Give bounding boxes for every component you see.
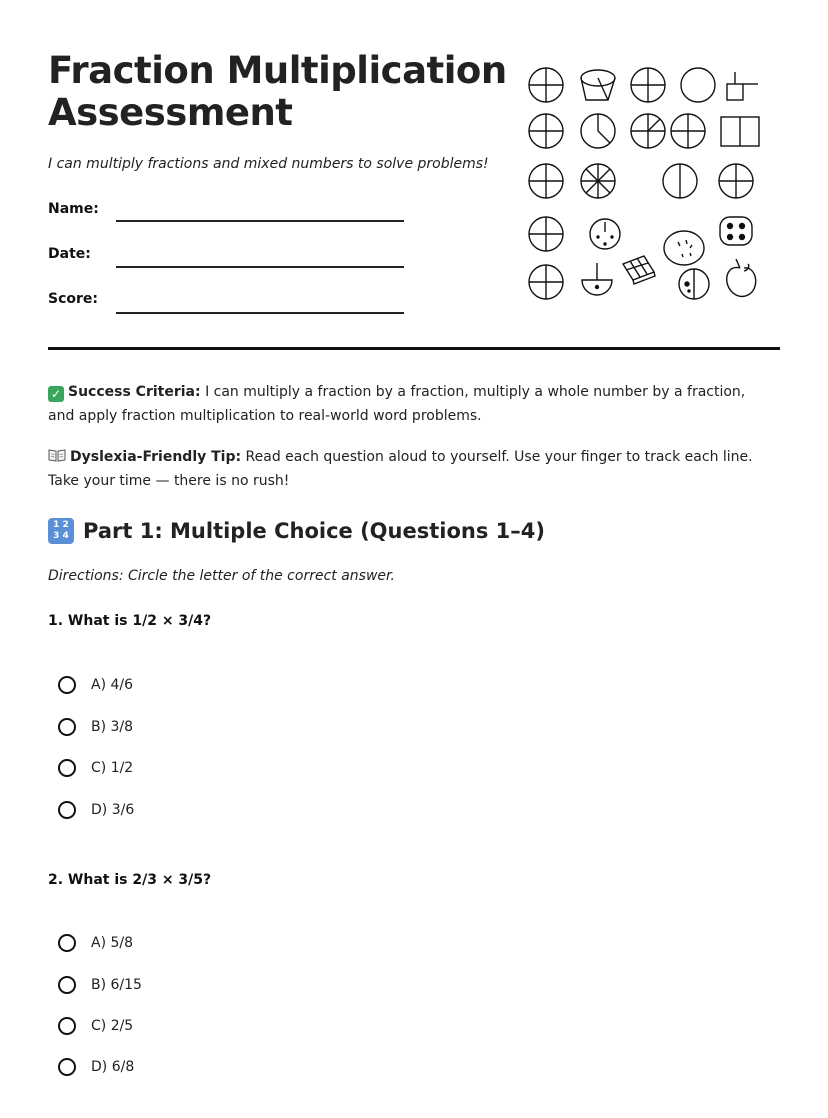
circle-quarters-icon: [529, 164, 563, 198]
header-divider: [48, 347, 780, 350]
question-2-option-b[interactable]: [58, 976, 142, 994]
square-plus-icon: [727, 72, 758, 100]
title-line-2: Assessment: [48, 91, 293, 134]
radio-circle[interactable]: [58, 676, 76, 694]
question-1-option-b[interactable]: [58, 718, 133, 736]
directions: Directions: Circle the letter of the correct answer.: [48, 568, 395, 584]
score-field[interactable]: [116, 312, 404, 314]
option-label: C) 1/2: [91, 760, 134, 776]
clock-face-icon: [590, 219, 620, 249]
question-1-option-c[interactable]: [58, 759, 133, 777]
question-1-option-a[interactable]: [58, 676, 133, 694]
circle-halves-icon: [631, 68, 665, 102]
radio-circle[interactable]: [58, 934, 76, 952]
success-criteria: [48, 380, 768, 428]
option-label: C) 2/5: [91, 1018, 134, 1034]
circle-quarters-icon: [719, 164, 753, 198]
question-2: 2. What is 2/3 × 3/5?: [48, 872, 212, 888]
tip-text: Read each question aloud to yourself. Use your finger to track each line. Take your time — there is no rush!: [48, 449, 753, 489]
date-label: Date:: [48, 246, 91, 262]
radio-circle[interactable]: [58, 1058, 76, 1076]
check-mark-icon: ✓: [48, 386, 64, 402]
question-2-option-c[interactable]: [58, 1017, 133, 1035]
radio-circle[interactable]: [58, 1017, 76, 1035]
option-label: A) 4/6: [91, 677, 134, 693]
radio-circle[interactable]: [58, 976, 76, 994]
circle-quarters-icon: [671, 114, 705, 148]
option-label: A) 5/8: [91, 935, 134, 951]
subtitle: I can multiply fractions and mixed numbers to solve problems!: [48, 156, 489, 172]
part-1-heading-text: Part 1: Multiple Choice (Questions 1–4): [83, 519, 545, 543]
question-1: 1. What is 1/2 × 3/4?: [48, 613, 212, 629]
dice-icon: [720, 217, 752, 245]
apple-icon: [727, 259, 756, 297]
pie-wedge-icon: [581, 70, 615, 100]
half-circle-icon: [582, 263, 612, 295]
page-title: [48, 50, 508, 134]
question-2-option-a[interactable]: [58, 934, 133, 952]
pizza-icon: [664, 231, 704, 265]
question-1-option-d[interactable]: [58, 801, 134, 819]
score-label: Score:: [48, 291, 98, 307]
circle-slice-icon: [581, 114, 615, 148]
open-book-icon: [48, 448, 66, 462]
circle-quarters-icon: [529, 68, 563, 102]
radio-circle[interactable]: [58, 801, 76, 819]
circle-quarters-icon: [529, 265, 563, 299]
part-1-heading: [48, 518, 545, 544]
date-field[interactable]: [116, 266, 404, 268]
circle-icon: [681, 68, 715, 102]
numbers-icon: [48, 518, 74, 544]
circle-halves-icon: [663, 164, 697, 198]
success-criteria-label: Success Criteria:: [68, 384, 201, 400]
radio-circle[interactable]: [58, 718, 76, 736]
rectangle-halves-icon: [721, 117, 759, 146]
option-label: B) 6/15: [91, 977, 142, 993]
circle-eighths-icon: [581, 164, 615, 198]
radio-circle[interactable]: [58, 759, 76, 777]
circle-quarters-icon: [529, 114, 563, 148]
dyslexia-tip: [48, 445, 768, 493]
title-line-1: Fraction Multiplication: [48, 49, 507, 92]
numbers-icon-top: 1 2: [53, 520, 69, 530]
option-label: D) 6/8: [91, 1059, 135, 1075]
fraction-shapes-icon: [522, 60, 767, 305]
success-criteria-text: I can multiply a fraction by a fraction, multiply a whole number by a fraction, and apply fraction multiplication to real-world word problems.: [48, 384, 746, 424]
name-label: Name:: [48, 201, 99, 217]
circle-sixths-icon: [631, 114, 665, 148]
clock-half-icon: [679, 269, 709, 299]
question-2-option-d[interactable]: [58, 1058, 134, 1076]
circle-quarters-icon: [529, 217, 563, 251]
option-label: B) 3/8: [91, 719, 134, 735]
tip-label: Dyslexia-Friendly Tip:: [70, 449, 242, 465]
numbers-icon-bottom: 3 4: [53, 531, 69, 541]
name-field[interactable]: [116, 220, 404, 222]
option-label: D) 3/6: [91, 802, 135, 818]
chocolate-bar-icon: [623, 256, 655, 284]
